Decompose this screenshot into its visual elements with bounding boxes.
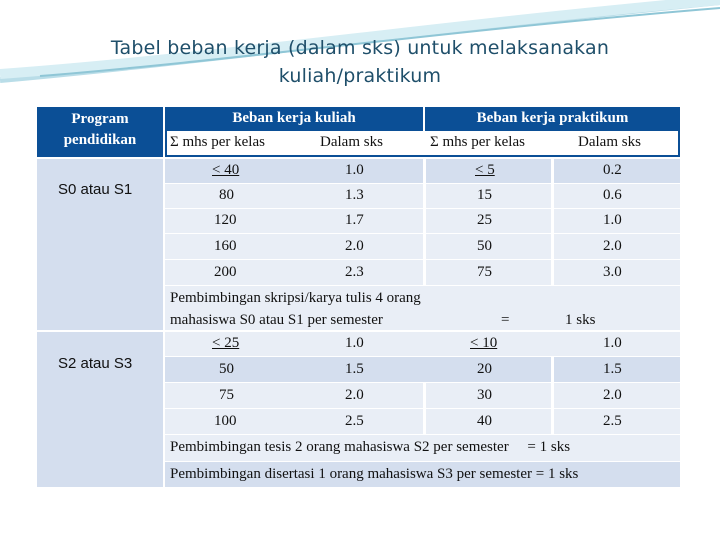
s2s3-kuliah-sks-3: 2.0 <box>345 387 364 403</box>
s0s1-note-equals: = <box>501 312 510 328</box>
s2s3-prak-mhs-1: < 10 <box>470 335 498 351</box>
s2s3-kuliah-mhs-3: 75 <box>219 387 234 403</box>
header-program-line1: Program <box>71 111 129 127</box>
s0s1-prak-mhs-3: 25 <box>477 212 492 228</box>
s2s3-prak-sks-1: 1.0 <box>603 335 622 351</box>
col-divider-4 <box>423 383 426 435</box>
s0s1-kuliah-sks-4: 2.0 <box>345 238 364 254</box>
subheader-kuliah-mhs: Σ mhs per kelas <box>170 134 265 150</box>
s2s3-prak-sks-3: 2.0 <box>603 387 622 403</box>
s2s3-kuliah-mhs-4: 100 <box>214 413 237 429</box>
s2s3-note-disertasi: Pembimbingan disertasi 1 orang mahasiswa S3 per semester = 1 sks <box>170 466 579 482</box>
s0s1-kuliah-sks-1: 1.0 <box>345 162 364 178</box>
s2s3-prak-sks-2: 1.5 <box>603 361 622 377</box>
s0s1-prak-mhs-1: < 5 <box>475 162 495 178</box>
s2s3-kuliah-sks-4: 2.5 <box>345 413 364 429</box>
s0s1-note-line2: mahasiswa S0 atau S1 per semester <box>170 312 383 328</box>
s0s1-kuliah-sks-2: 1.3 <box>345 187 364 203</box>
header-kuliah: Beban kerja kuliah <box>165 107 423 131</box>
s0s1-prak-mhs-2: 15 <box>477 187 492 203</box>
s0s1-note-line1: Pembimbingan skripsi/karya tulis 4 orang <box>170 290 421 306</box>
s2s3-prak-mhs-3: 30 <box>477 387 492 403</box>
subheader-prak-sks: Dalam sks <box>578 134 641 150</box>
s2s3-kuliah-sks-2: 1.5 <box>345 361 364 377</box>
s2s3-kuliah-mhs-2: 50 <box>219 361 234 377</box>
s0s1-prak-sks-3: 1.0 <box>603 212 622 228</box>
page-title: Tabel beban kerja (dalam sks) untuk melaksanakan kuliah/praktikum <box>110 37 610 87</box>
s2s3-prak-mhs-2: 20 <box>477 361 492 377</box>
s0s1-kuliah-sks-5: 2.3 <box>345 264 364 280</box>
s0s1-prak-sks-4: 2.0 <box>603 238 622 254</box>
s0s1-kuliah-mhs-4: 160 <box>214 238 237 254</box>
s2s3-prak-sks-4: 2.5 <box>603 413 622 429</box>
s2s3-label: S2 atau S3 <box>58 355 133 372</box>
header-program-cell <box>37 107 163 157</box>
s0s1-prak-mhs-4: 50 <box>477 238 492 254</box>
col-divider-3 <box>551 357 554 435</box>
col-divider-2 <box>551 157 554 286</box>
subheader-kuliah-sks: Dalam sks <box>320 134 383 150</box>
s2s3-kuliah-sks-1: 1.0 <box>345 335 364 351</box>
header-program-line2: pendidikan <box>63 132 137 148</box>
s0s1-kuliah-mhs-1: < 40 <box>212 162 240 178</box>
s2s3-note-tesis: Pembimbingan tesis 2 orang mahasiswa S2 per semester = 1 sks <box>170 439 571 455</box>
s0s1-kuliah-mhs-3: 120 <box>214 212 237 228</box>
s0s1-note-value: 1 sks <box>565 312 596 328</box>
s0s1-prak-sks-1: 0.2 <box>603 162 622 178</box>
s0s1-kuliah-mhs-5: 200 <box>214 264 237 280</box>
s0s1-prak-sks-2: 0.6 <box>603 187 622 203</box>
s0s1-kuliah-mhs-2: 80 <box>219 187 234 203</box>
s2s3-kuliah-mhs-1: < 25 <box>212 335 240 351</box>
s0s1-prak-mhs-5: 75 <box>477 264 492 280</box>
s0s1-kuliah-sks-3: 1.7 <box>345 212 364 228</box>
header-praktikum: Beban kerja praktikum <box>425 107 680 131</box>
col-divider-1 <box>423 157 426 286</box>
s0s1-label: S0 atau S1 <box>58 181 133 198</box>
s2s3-prak-mhs-4: 40 <box>477 413 492 429</box>
subheader-prak-mhs: Σ mhs per kelas <box>430 134 525 150</box>
s0s1-prak-sks-5: 3.0 <box>603 264 622 280</box>
